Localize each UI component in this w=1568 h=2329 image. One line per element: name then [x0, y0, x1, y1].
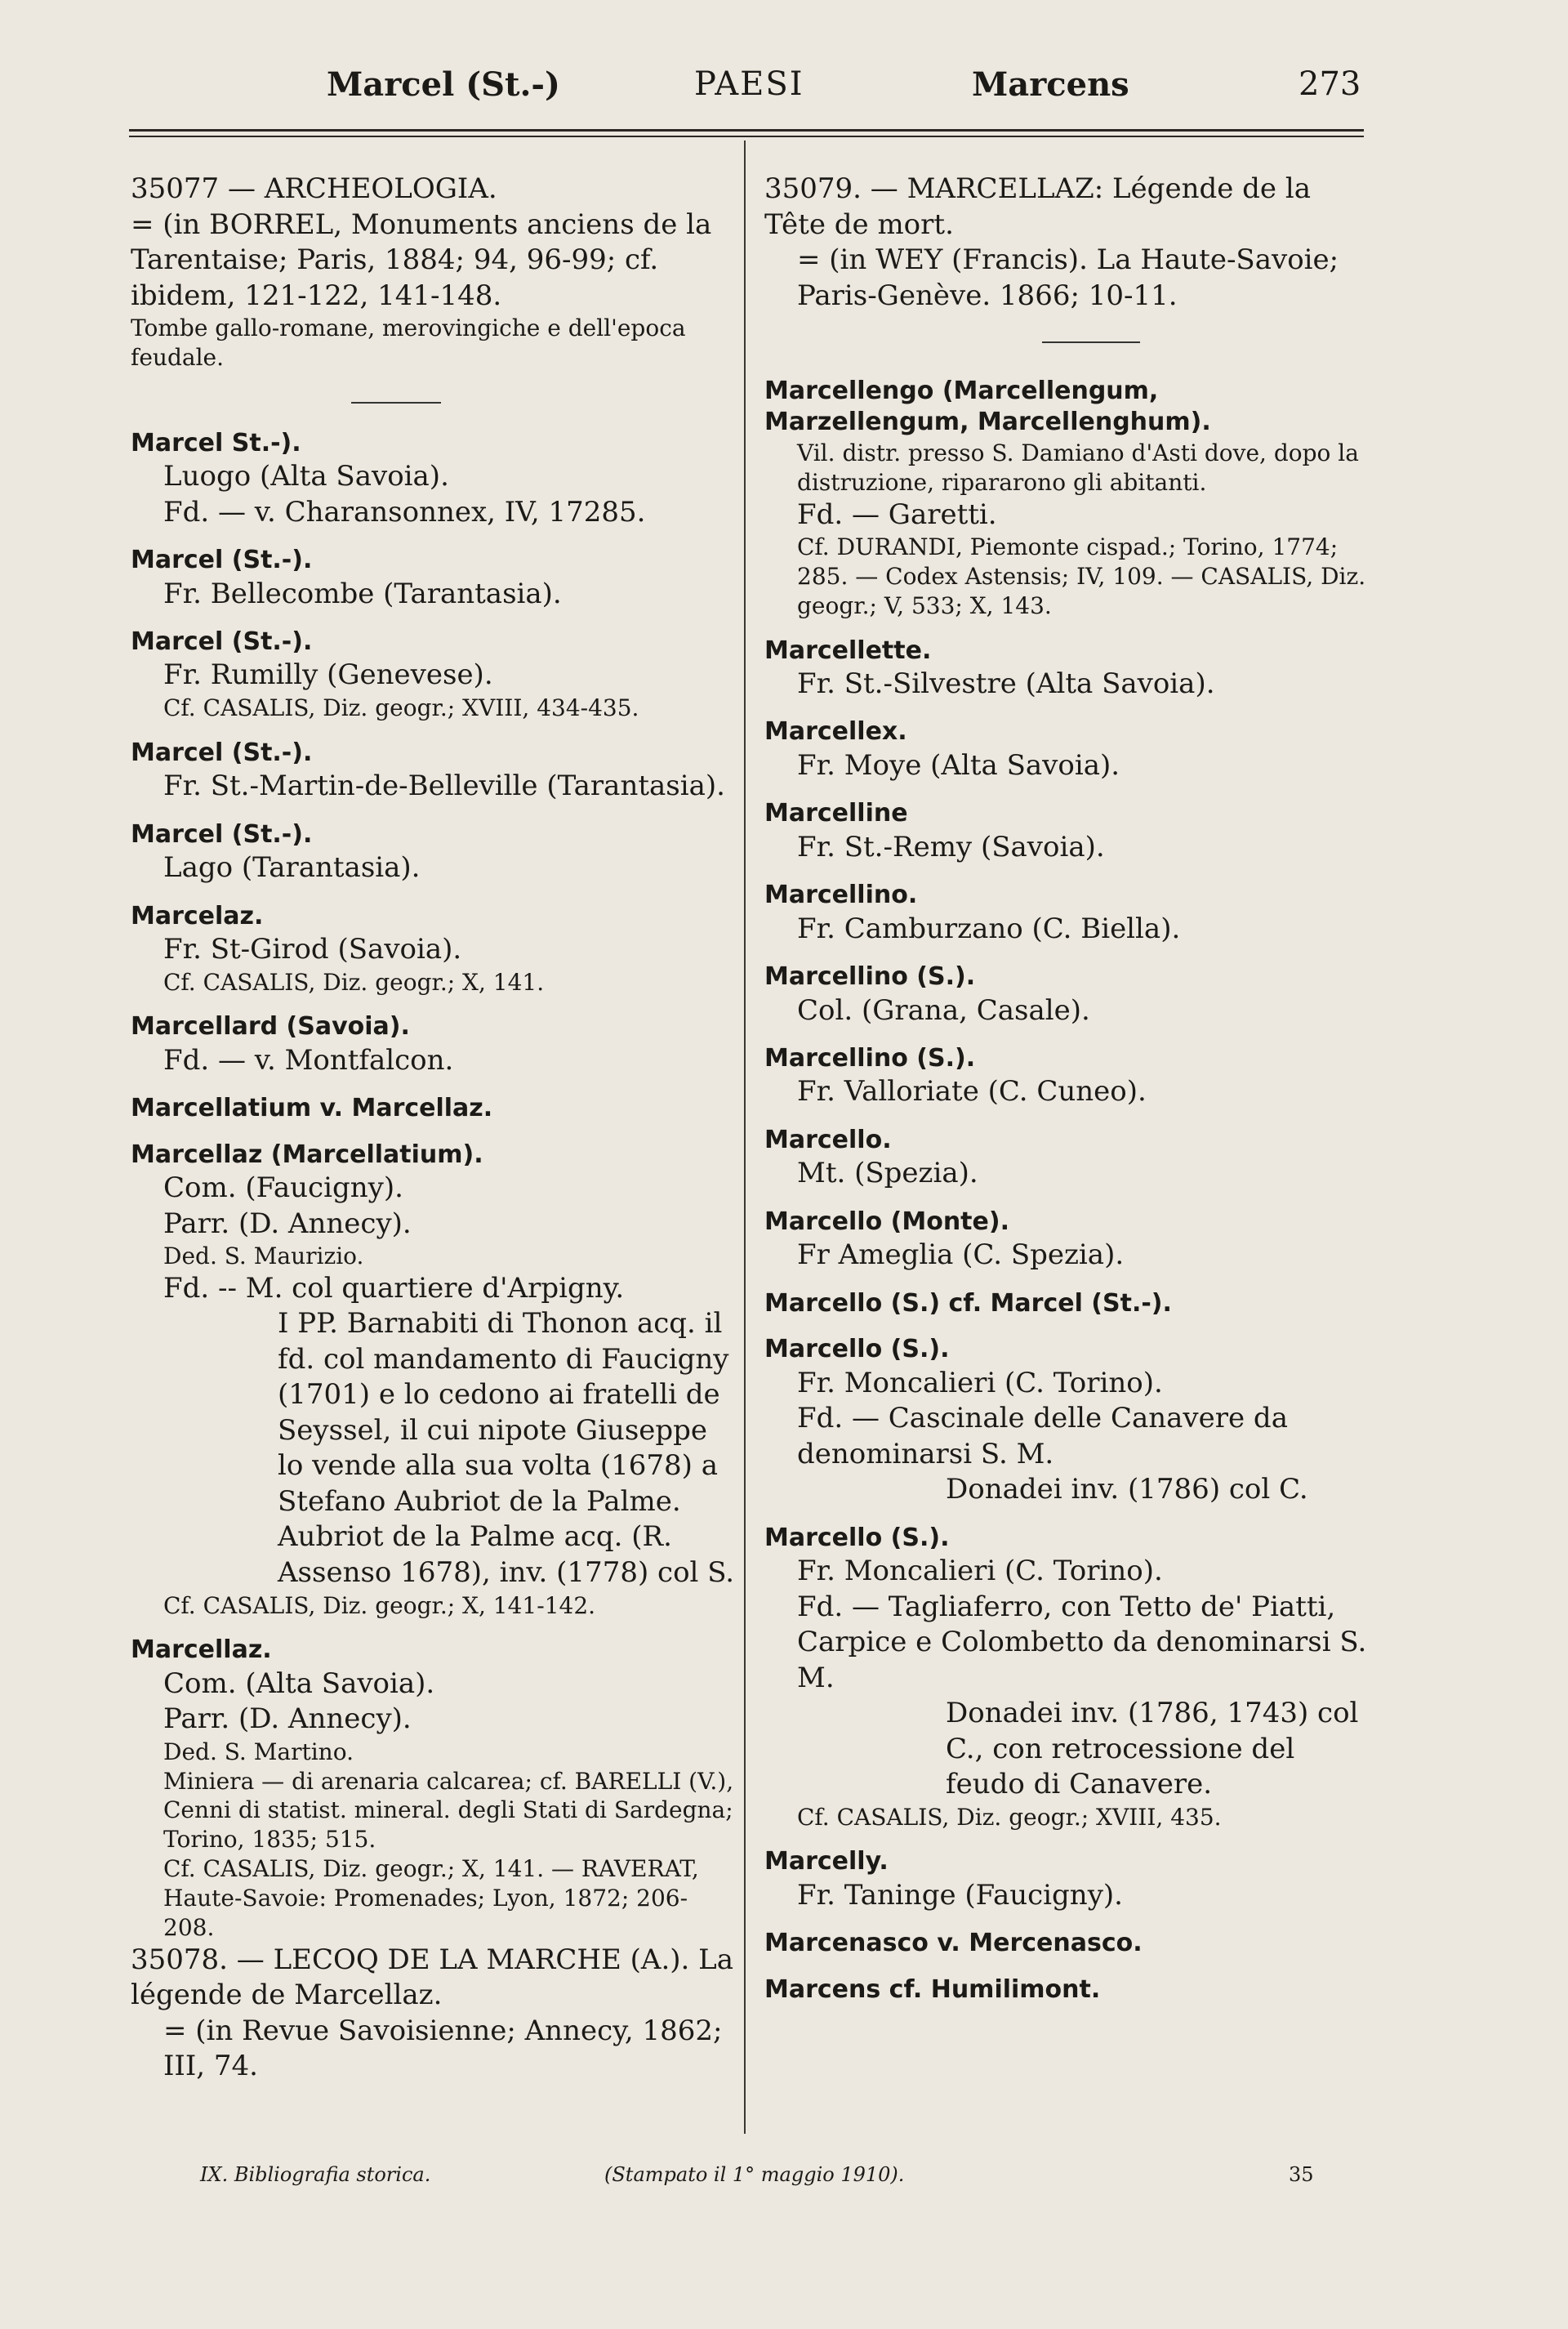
section-separator: [1042, 341, 1140, 343]
entry-text: = (in BORREL, Monuments anciens de la Tarentaise; Paris, 1884; 94, 96-99; cf. ibidem, 121-122, 141-148.: [131, 207, 712, 312]
entry-heading: Marcello (Monte).: [764, 1207, 1009, 1236]
entry-text: 35077 — ARCHEOLOGIA.: [131, 172, 497, 205]
entry-text: Fd. -- M. col quartiere d'Arpigny.: [163, 1271, 625, 1305]
header-section: PAESI: [694, 65, 804, 103]
entry-text: Ded. S. Maurizio.: [163, 1243, 364, 1270]
entry-text: Fr. St-Girod (Savoia).: [163, 932, 462, 966]
entry-heading: Marcelaz.: [131, 901, 264, 930]
entry-heading: Marcello (S.).: [764, 1523, 950, 1552]
entry-text: = (in WEY (Francis). La Haute-Savoie; Paris-Genève. 1866; 10-11.: [797, 243, 1339, 312]
entry-text: Tombe gallo-romane, merovingiche e dell'epoca feudale.: [131, 315, 686, 371]
entry-text: Fr. Moncalieri (C. Torino).: [797, 1366, 1163, 1399]
entry-text: Donadei inv. (1786, 1743) col C., con retrocessione del feudo di Canavere.: [946, 1697, 1359, 1801]
entry-text: Parr. (D. Annecy).: [163, 1702, 412, 1736]
entry-text: Ded. S. Martino.: [163, 1738, 354, 1765]
entry-heading: Marcel St.-).: [131, 428, 301, 457]
entry-heading: Marcellaz.: [131, 1635, 272, 1665]
footer-signature: 35: [1289, 2163, 1314, 2186]
page-number: 273: [1298, 65, 1361, 103]
entry-text: 35079. — MARCELLAZ: Légende de la Tête de mort.: [764, 172, 1311, 241]
entry-text: Cf. CASALIS, Diz. geogr.; XVIII, 435.: [797, 1803, 1222, 1831]
entry-text: Cf. DURANDI, Piemonte cispad.; Torino, 1774; 285. — Codex Astensis; IV, 109. — CASALIS, Diz. geogr.; V, 533; X, 143.: [797, 533, 1366, 619]
entry-text: Fd. — v. Montfalcon.: [163, 1043, 454, 1077]
left-column: [131, 172, 735, 2085]
entry-text: Fr. Bellecombe (Tarantasia).: [163, 577, 562, 610]
header-left-entry: Marcel (St.-): [327, 65, 560, 104]
entry-heading: Marcelly.: [764, 1847, 889, 1876]
entry-text: Fr Ameglia (C. Spezia).: [797, 1238, 1125, 1272]
entry-text: Fr. Taninge (Faucigny).: [797, 1878, 1123, 1912]
entry-text: Fr. Valloriate (C. Cuneo).: [797, 1075, 1147, 1109]
entry-text: Fr. Camburzano (C. Biella).: [797, 912, 1181, 945]
entry-heading: Marcel (St.-).: [131, 546, 313, 575]
entry-heading: Marcellino (S.).: [764, 962, 976, 992]
entry-heading: Marcellette.: [764, 636, 932, 665]
entry-text: Fd. — v. Charansonnex, IV, 17285.: [163, 495, 646, 529]
entry-heading: Marcellaz (Marcellatium).: [131, 1140, 483, 1169]
entry-heading: Marcello (S.) cf. Marcel (St.-).: [764, 1288, 1172, 1318]
entry-text: Fd. — Tagliaferro, con Tetto de' Piatti, Carpice e Colombetto da denominarsi S. M.: [797, 1590, 1367, 1694]
header-rule: [129, 129, 1364, 132]
entry-heading: Marcenasco v. Mercenasco.: [764, 1929, 1143, 1958]
entry-heading: Marcellengo (Marcellengum, Marzellengum, Marcellenghum).: [764, 377, 1211, 437]
entry-text: Fr. St.-Remy (Savoia).: [797, 830, 1105, 863]
entry-text: Cf. CASALIS, Diz. geogr.; X, 141.: [163, 968, 545, 996]
entry-text: Fr. Moncalieri (C. Torino).: [797, 1554, 1163, 1587]
entry-text: Fd. — Cascinale delle Canavere da denominarsi S. M.: [797, 1402, 1288, 1470]
column-divider: [744, 141, 746, 2134]
entry-heading: Marcello (S.).: [764, 1335, 950, 1364]
entry-heading: Marcellard (Savoia).: [131, 1012, 410, 1042]
entry-text: Cf. CASALIS, Diz. geogr.; X, 141. — RAVERAT, Haute-Savoie: Promenades; Lyon, 1872; 206-208.: [163, 1855, 699, 1941]
entry-heading: Marcellatium v. Marcellaz.: [131, 1094, 493, 1123]
entry-text: Com. (Alta Savoia).: [163, 1666, 435, 1700]
entry-heading: Marcens cf. Humilimont.: [764, 1974, 1101, 2004]
entry-heading: Marcellex.: [764, 717, 907, 747]
entry-text: = (in Revue Savoisienne; Annecy, 1862; III, 74.: [163, 2014, 723, 2083]
entry-heading: Marcellino (S.).: [764, 1044, 976, 1073]
footer-series: IX. Bibliografia storica.: [200, 2163, 431, 2186]
right-column: [764, 172, 1369, 2006]
section-separator: [351, 402, 441, 404]
entry-text: Luogo (Alta Savoia).: [163, 460, 449, 493]
entry-text: Com. (Faucigny).: [163, 1171, 403, 1205]
entry-heading: Marcel (St.-).: [131, 627, 313, 657]
entry-text: Mt. (Spezia).: [797, 1157, 978, 1190]
header-rule-thin: [129, 136, 1364, 137]
entry-text: Fr. Moye (Alta Savoia).: [797, 748, 1120, 782]
entry-text: Fd. — Garetti.: [797, 497, 997, 531]
entry-text: Fr. St.-Martin-de-Belleville (Tarantasia).: [163, 770, 725, 803]
entry-text: I PP. Barnabiti di Thonon acq. il fd. col mandamento di Faucigny (1701) e lo cedono ai fratelli de Seyssel, il cui nipote Giuseppe lo vende alla sua volta (1678) a Stefano Aubriot de la Palme.: [278, 1307, 729, 1518]
page-footer: [0, 2163, 1568, 2196]
entry-text: 35078. — LECOQ DE LA MARCHE (A.). La légende de Marcellaz.: [131, 1943, 733, 2012]
entry-heading: Marcelline: [764, 799, 908, 828]
header-right-entry: Marcens: [972, 65, 1129, 104]
entry-heading: Marcellino.: [764, 881, 918, 910]
entry-text: Fr. Rumilly (Genevese).: [163, 658, 493, 692]
entry-text: Miniera — di arenaria calcarea; cf. BARELLI (V.), Cenni di statist. mineral. degli Stati di Sardegna; Torino, 1835; 515.: [163, 1767, 734, 1854]
entry-text: Lago (Tarantasia).: [163, 851, 421, 885]
entry-text: Cf. CASALIS, Diz. geogr.; X, 141-142.: [163, 1591, 596, 1619]
entry-text: Aubriot de la Palme acq. (R. Assenso 1678), inv. (1778) col S.: [278, 1520, 735, 1589]
entry-text: Donadei inv. (1786) col C.: [946, 1473, 1308, 1506]
footer-print-date: (Stampato il 1° maggio 1910).: [604, 2163, 905, 2186]
entry-heading: Marcel (St.-).: [131, 819, 313, 849]
entry-heading: Marcello.: [764, 1125, 892, 1154]
entry-text: Parr. (D. Annecy).: [163, 1207, 412, 1240]
entry-text: Col. (Grana, Casale).: [797, 993, 1090, 1027]
page-header: [0, 65, 1568, 123]
entry-text: Cf. CASALIS, Diz. geogr.; XVIII, 434-435.: [163, 694, 639, 721]
entry-heading: Marcel (St.-).: [131, 738, 313, 767]
entry-text: Vil. distr. presso S. Damiano d'Asti dove, dopo la distruzione, ripararono gli abitanti.: [797, 439, 1359, 496]
entry-text: Fr. St.-Silvestre (Alta Savoia).: [797, 667, 1215, 700]
